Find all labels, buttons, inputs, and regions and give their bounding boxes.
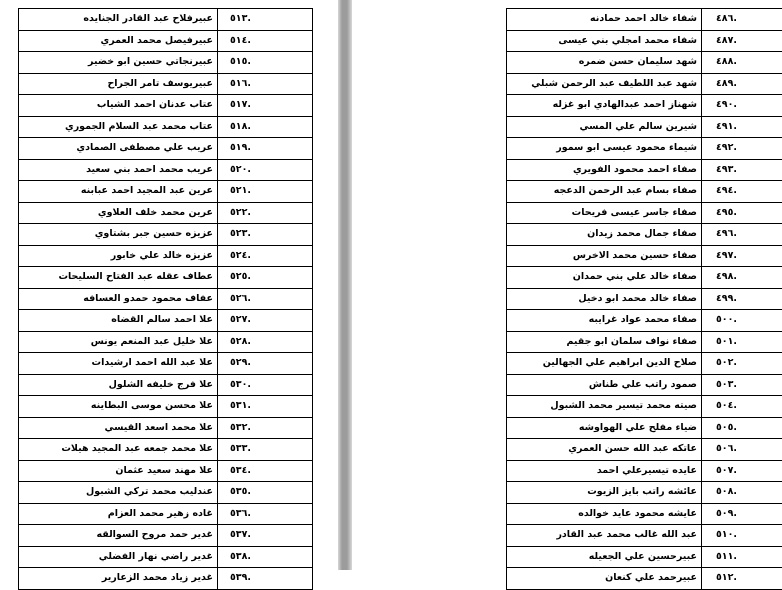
number-cell: ٥٣٠. [218,374,313,396]
name-cell: شهناز احمد عبدالهادي ابو غزله [507,95,702,117]
number-cell: ٤٩٧. [702,245,782,267]
name-cell: علا محمد اسعد القيسي [19,417,218,439]
table-row [19,503,313,525]
table-row [507,568,782,590]
table-row [19,95,313,117]
number-cell: ٥١٨. [218,116,313,138]
table-row [507,202,782,224]
number-cell: ٥٠٤. [702,396,782,418]
number-cell: ٥١٣. [218,9,313,31]
number-cell: ٥٣٦. [218,503,313,525]
name-cell: علا خليل عبد المنعم يونس [19,331,218,353]
number-cell: ٤٩٩. [702,288,782,310]
table-row [19,202,313,224]
number-cell: ٥٢١. [218,181,313,203]
number-cell: ٥٠٥. [702,417,782,439]
number-cell: ٥١٦. [218,73,313,95]
table-row [507,503,782,525]
table-row [507,417,782,439]
table-row [507,181,782,203]
name-cell: عايده تيسيرعلي احمد [507,460,702,482]
table-row [507,9,782,31]
table-row [507,482,782,504]
number-cell: ٤٩٦. [702,224,782,246]
number-cell: ٥٣٣. [218,439,313,461]
name-cell: شهد سليمان حسن ضمره [507,52,702,74]
number-cell: ٥٢٩. [218,353,313,375]
name-cell: عطاف عقله عبد الفتاح السليحات [19,267,218,289]
table-row [19,267,313,289]
table-row [19,331,313,353]
number-cell: ٥٠٨. [702,482,782,504]
name-cell: عرين محمد خلف العلاوي [19,202,218,224]
table-row [507,331,782,353]
number-cell: ٥١١. [702,546,782,568]
table-row [19,245,313,267]
number-cell: ٤٩٣. [702,159,782,181]
name-cell: غاده زهير محمد العزام [19,503,218,525]
number-cell: ٥٢٠. [218,159,313,181]
table-row [507,116,782,138]
number-cell: ٥٣١. [218,396,313,418]
left-page [0,0,338,570]
table-row [19,546,313,568]
table-row [19,525,313,547]
number-cell: ٥٢٢. [218,202,313,224]
number-cell: ٥٠١. [702,331,782,353]
table-row [19,417,313,439]
name-cell: صفاء خالد علي بني حمدان [507,267,702,289]
number-cell: ٥٠٢. [702,353,782,375]
name-cell: غدير زياد محمد الزعارير [19,568,218,590]
number-cell: ٤٩٢. [702,138,782,160]
number-cell: ٥١٢. [702,568,782,590]
table-row [19,52,313,74]
number-cell: ٥١٩. [218,138,313,160]
number-cell: ٥٠٦. [702,439,782,461]
name-cell: علا محسن موسى البطاينه [19,396,218,418]
table-row [507,396,782,418]
name-cell: عبيرنجاتي حسين ابو خضير [19,52,218,74]
name-cell: عبيرفلاح عبد القادر الجنايده [19,9,218,31]
name-cell: صلاح الدين ابراهيم علي الجهالين [507,353,702,375]
name-cell: علا عبد الله احمد ارشيدات [19,353,218,375]
number-cell: ٥٣٥. [218,482,313,504]
table-row [507,245,782,267]
table-row [507,525,782,547]
number-cell: ٥٣٨. [218,546,313,568]
name-cell: عندليب محمد تركي الشبول [19,482,218,504]
name-cell: صفاء جاسر عيسى فريحات [507,202,702,224]
name-cell: عبيرحسين علي الجعيله [507,546,702,568]
right-page [352,0,782,570]
name-cell: عائشه راتب بايز الزيوت [507,482,702,504]
table-row [507,439,782,461]
table-row [507,159,782,181]
name-cell: عبد الله غالب محمد عبد القادر [507,525,702,547]
table-row [507,95,782,117]
table-row [19,181,313,203]
table-row [19,30,313,52]
number-cell: ٥٢٣. [218,224,313,246]
table-row [507,30,782,52]
table-row [19,439,313,461]
table-row [19,288,313,310]
name-cell: عتاب عدنان احمد الشياب [19,95,218,117]
name-cell: غدير حمد مروح السوالقه [19,525,218,547]
number-cell: ٤٩٨. [702,267,782,289]
name-cell: صفاء خالد محمد ابو دخيل [507,288,702,310]
name-cell: ضياء مفلح علي الهواوشه [507,417,702,439]
table-row [507,73,782,95]
page-gutter [338,0,352,570]
table-row [19,224,313,246]
table-row [19,374,313,396]
number-cell: ٥٠٣. [702,374,782,396]
number-cell: ٥١٥. [218,52,313,74]
name-cell: شيماء محمود عيسى ابو سمور [507,138,702,160]
name-cell: شفاء محمد امجلي بني عيسى [507,30,702,52]
number-cell: ٥٢٥. [218,267,313,289]
name-cell: غدير راضي نهار الفضلي [19,546,218,568]
name-cell: علا مهند سعيد عثمان [19,460,218,482]
number-cell: ٥٠٧. [702,460,782,482]
table-row [507,288,782,310]
number-cell: ٤٩١. [702,116,782,138]
table-row [19,9,313,31]
table-row [507,353,782,375]
number-cell: ٥٣٤. [218,460,313,482]
name-cell: عفاف محمود حمدو العسافه [19,288,218,310]
name-cell: صمود راتب علي طناش [507,374,702,396]
name-cell: عزيزه حسين جبر بشتاوي [19,224,218,246]
name-cell: عتاب محمد عبد السلام الجموري [19,116,218,138]
table-row [19,159,313,181]
number-cell: ٤٨٧. [702,30,782,52]
table-row [19,482,313,504]
name-cell: صفاء جمال محمد زيدان [507,224,702,246]
name-cell: عريب محمد احمد بني سعيد [19,159,218,181]
table-row [19,353,313,375]
name-cell: علا فرج خليفه الشلول [19,374,218,396]
table-row [507,52,782,74]
name-cell: صيته محمد تيسير محمد الشبول [507,396,702,418]
table-row [507,374,782,396]
number-cell: ٥١٤. [218,30,313,52]
table-row [19,568,313,590]
name-cell: عبيرحمد علي كنعان [507,568,702,590]
table-row [19,116,313,138]
left-table-body [19,9,313,590]
name-cell: صفاء احمد محمود الفويري [507,159,702,181]
table-row [507,310,782,332]
number-cell: ٥٣٢. [218,417,313,439]
name-cell: علا احمد سالم القضاه [19,310,218,332]
number-cell: ٤٩٠. [702,95,782,117]
number-cell: ٤٨٨. [702,52,782,74]
number-cell: ٤٨٦. [702,9,782,31]
name-cell: شيرين سالم علي المسي [507,116,702,138]
table-row [507,138,782,160]
number-cell: ٥٣٩. [218,568,313,590]
table-row [19,460,313,482]
name-cell: عريب علي مصطفى الصمادي [19,138,218,160]
number-cell: ٥٢٨. [218,331,313,353]
name-cell: شفاء خالد احمد حمادنه [507,9,702,31]
name-cell: علا محمد جمعه عبد المجيد هيلات [19,439,218,461]
number-cell: ٥١٧. [218,95,313,117]
number-cell: ٤٩٤. [702,181,782,203]
table-row [19,310,313,332]
table-row [507,224,782,246]
table-row [19,138,313,160]
name-cell: صفاء حسين محمد الاخرس [507,245,702,267]
name-cell: عايشه محمود عايد خوالده [507,503,702,525]
name-cell: صفاء نواف سلمان ابو جقيم [507,331,702,353]
number-cell: ٥٠٩. [702,503,782,525]
number-cell: ٤٩٥. [702,202,782,224]
name-cell: صفاء محمد عواد غرايبه [507,310,702,332]
number-cell: ٥٢٧. [218,310,313,332]
number-cell: ٤٨٩. [702,73,782,95]
right-table-body [507,9,782,590]
name-cell: عاتكه عبد الله حسن العمري [507,439,702,461]
number-cell: ٥٠٠. [702,310,782,332]
name-cell: صفاء بسام عبد الرحمن الدعجه [507,181,702,203]
name-cell: شهد عبد اللطيف عبد الرحمن شبلي [507,73,702,95]
number-cell: ٥٢٦. [218,288,313,310]
number-cell: ٥٢٤. [218,245,313,267]
left-name-table [18,8,313,590]
table-row [19,73,313,95]
name-cell: عرين عبد المجيد احمد عبابنه [19,181,218,203]
number-cell: ٥٣٧. [218,525,313,547]
table-row [19,396,313,418]
right-name-table [506,8,782,590]
number-cell: ٥١٠. [702,525,782,547]
table-row [507,267,782,289]
name-cell: عبيريوسف تامر الجراح [19,73,218,95]
table-row [507,460,782,482]
name-cell: عبيرفيصل محمد العمري [19,30,218,52]
name-cell: عزيزه خالد علي خابور [19,245,218,267]
table-row [507,546,782,568]
